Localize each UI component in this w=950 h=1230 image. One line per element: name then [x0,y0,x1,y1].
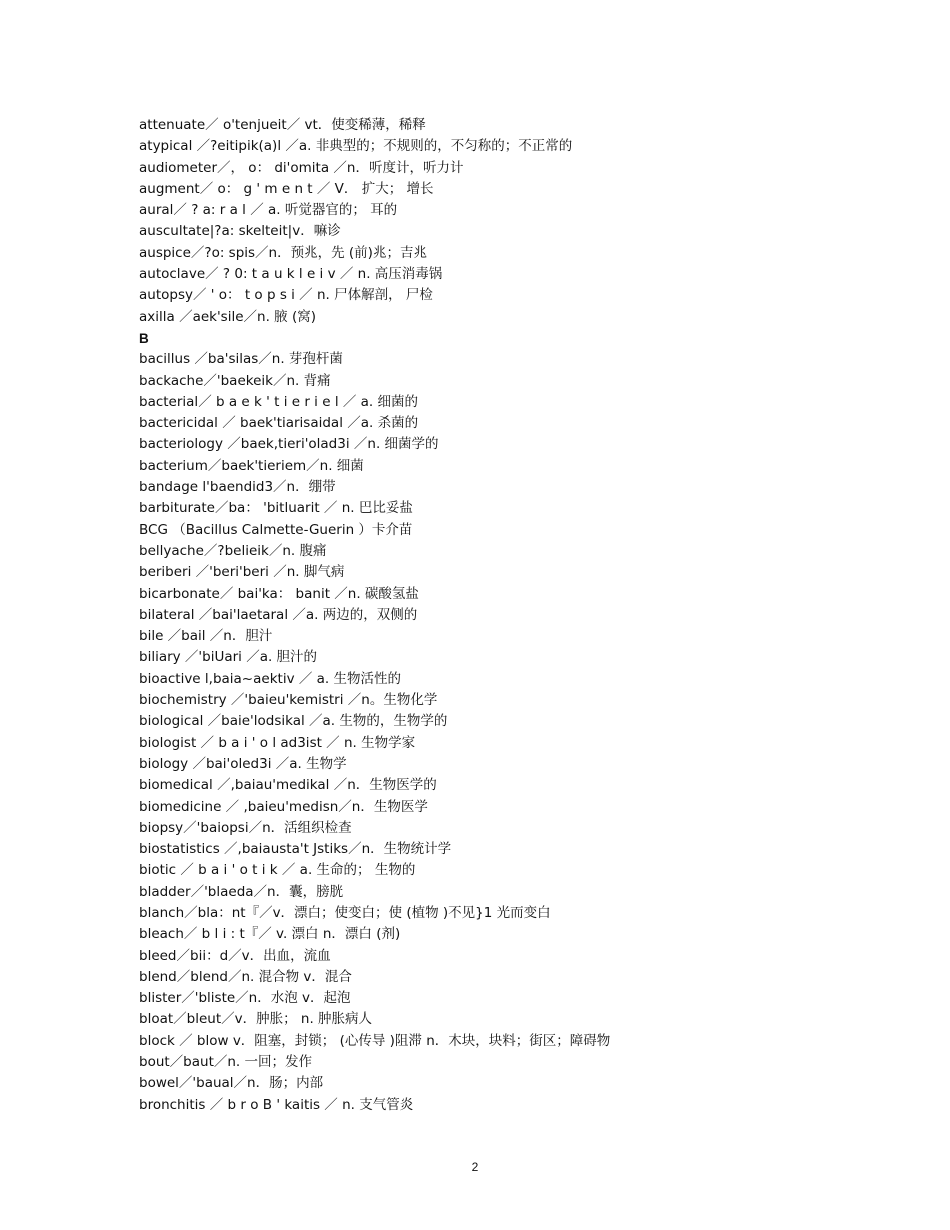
glossary-entry: bronchitis ／ b r o B ' kaitis ／ n. 支气管炎 [139,1096,414,1113]
glossary-entry: bacteriology ／baek,tieri'olad3i ／n. 细菌学的 [139,436,439,453]
page-number: 2 [471,1160,479,1174]
glossary-entry: auscultate|?a: skelteit|v．嘛诊 [139,223,341,240]
glossary-entry: BCG （Bacillus Calmette-Guerin ）卡介苗 [139,521,413,538]
glossary-entry: bleach／ b l i : t『／ v. 漂白 n．漂白 (剂) [139,926,401,943]
section-heading: B [139,330,149,346]
glossary-entry: bandage l'baendid3／n．绷带 [139,479,336,496]
glossary-entry: bacillus ／ba'silas／n. 芽孢杆菌 [139,351,343,368]
glossary-entry: bleed／bii：d／v．出血，流血 [139,947,331,964]
glossary-entry: bilateral ／bai'laetaral ／a. 两边的，双侧的 [139,606,418,623]
glossary-entry: bacterial／ b a e k ' t i e r i e l ／ a. 细菌的 [139,393,419,410]
glossary-entry: bioactive l,baia~aektiv ／ a. 生物活性的 [139,670,401,687]
glossary-entry: biopsy／'baiopsi／n．活组织检查 [139,819,352,836]
glossary-entry: biotic ／ b a i ' o t i k ／ a. 生命的； 生物的 [139,862,416,879]
glossary-entry: biomedical ／,baiau'medikal ／n．生物医学的 [139,777,437,794]
glossary-entry: axilla ／aek'sile／n. 腋 (窝) [139,308,316,325]
glossary-entry: biomedicine ／ ,baieu'medisn／n．生物医学 [139,798,428,815]
glossary-entry: bowel／'baual／n．肠；内部 [139,1075,324,1092]
glossary-entry: bile ／bail ／n．胆汁 [139,628,273,645]
glossary-entry: bellyache／?belieik／n. 腹痛 [139,542,327,559]
glossary-entry: bloat／bleut／v．肿胀； n. 肿胀病人 [139,1011,373,1028]
glossary-entry: biostatistics ／,baiausta't Jstiks／n．生物统计学 [139,841,452,858]
glossary-entry: blanch／bla：nt『／v．漂白；使变白；使 (植物 )不见}1 光而变白 [139,904,551,921]
glossary-entry: blend／blend／n. 混合物 v．混合 [139,968,352,985]
glossary-entry: autopsy／ ' o： t o p s i ／ n. 尸体解剖， 尸检 [139,287,433,304]
glossary-entry: blister／'bliste／n．水泡 v．起泡 [139,990,351,1007]
glossary-entry: beriberi ／'beri'beri ／n. 脚气病 [139,564,345,581]
glossary-entry: block ／ blow v．阻塞，封锁； (心传导 )阻滞 n．木块，块料；街区；障碍物 [139,1032,611,1049]
glossary-entry: audiometer／， o： di'omita ／n．听度计，听力计 [139,159,464,176]
glossary-entry: bicarbonate／ bai'ka： banit ／n. 碳酸氢盐 [139,585,419,602]
glossary-entry: bacterium／baek'tieriem／n. 细菌 [139,457,364,474]
glossary-entry: biochemistry ／'baieu'kemistri ／n。生物化学 [139,692,438,709]
glossary-entry: biology ／bai'oled3i ／a. 生物学 [139,755,347,772]
glossary-entry: augment／ o： g ' m e n t ／ V． 扩大； 增长 [139,180,434,197]
glossary-entry: autoclave／ ? 0: t a u k l e i v ／ n. 高压消毒锅 [139,266,443,283]
glossary-entry: aural／ ? a: r a l ／ a. 听觉器官的； 耳的 [139,202,398,219]
glossary-entry: auspice／?o: spis／n．预兆，先 (前)兆；吉兆 [139,244,427,261]
glossary-entry: atypical ／?eitipik(a)l ／a. 非典型的；不规则的，不匀称的；不正常的 [139,138,573,155]
glossary-entry: biological ／baie'lodsikal ／a. 生物的，生物学的 [139,713,448,730]
glossary-entry-list [139,115,919,1116]
glossary-entry: attenuate／ o'tenjueit／ vt．使变稀薄，稀释 [139,117,426,133]
glossary-entry: bactericidal ／ baek'tiarisaidal ／a. 杀菌的 [139,415,419,432]
glossary-entry: bout／baut／n. 一回；发作 [139,1054,313,1071]
glossary-entry: backache／'baekeik／n. 背痛 [139,372,331,389]
glossary-entry: barbiturate／ba： 'bitluarit ／ n. 巴比妥盐 [139,500,413,517]
glossary-entry: biliary ／'biUari ／a. 胆汁的 [139,649,318,666]
glossary-entry: biologist ／ b a i ' o l ad3ist ／ n. 生物学家 [139,734,416,751]
glossary-entry: bladder／'blaeda／n．囊，膀胱 [139,883,344,900]
